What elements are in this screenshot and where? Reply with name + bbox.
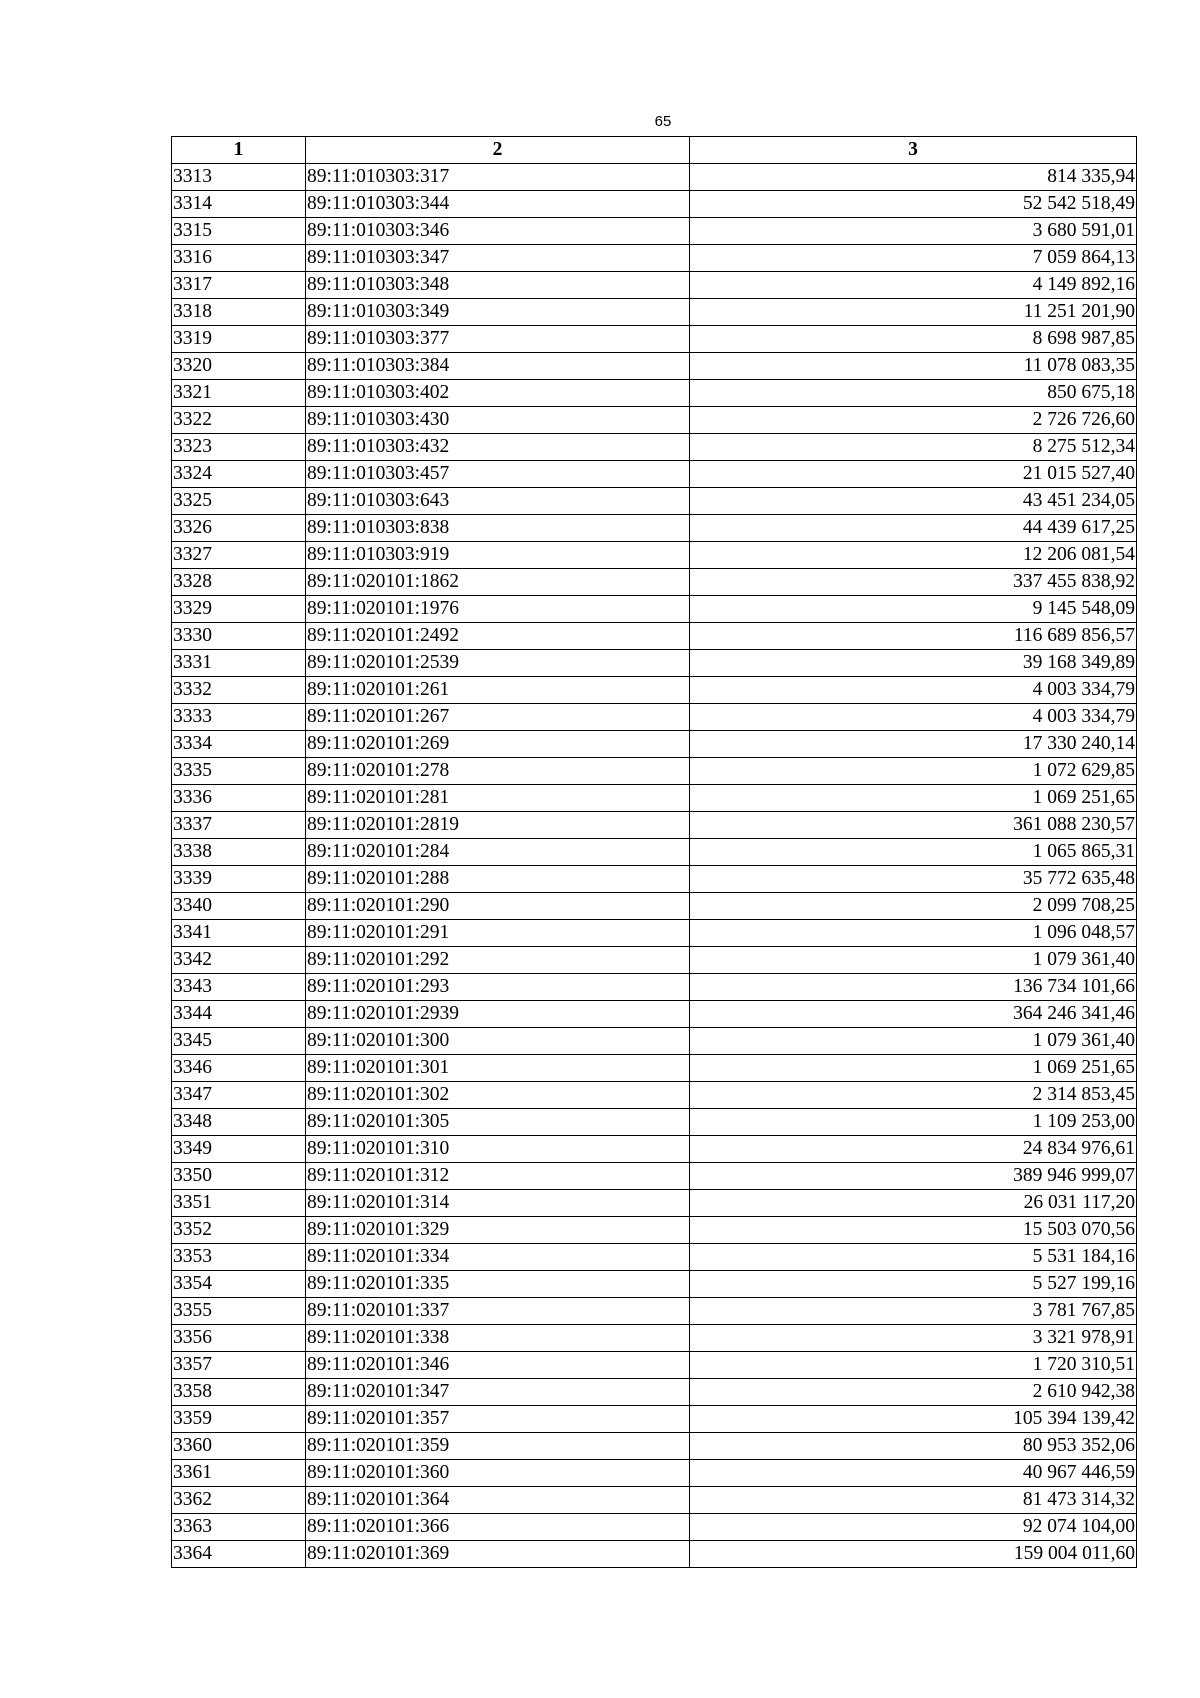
row-number-cell: 3329: [172, 596, 306, 623]
row-number-cell: 3340: [172, 893, 306, 920]
value-cell: 1 069 251,65: [690, 1055, 1137, 1082]
table-row: [172, 1460, 1137, 1487]
table-row: [172, 461, 1137, 488]
value-cell: 11 078 083,35: [690, 353, 1137, 380]
value-cell: 5 531 184,16: [690, 1244, 1137, 1271]
table-row: [172, 1271, 1137, 1298]
table-row: [172, 1055, 1137, 1082]
row-number-cell: 3355: [172, 1298, 306, 1325]
value-cell: 4 149 892,16: [690, 272, 1137, 299]
table-row: [172, 1001, 1137, 1028]
row-number-cell: 3364: [172, 1541, 306, 1568]
row-number-cell: 3358: [172, 1379, 306, 1406]
cadastral-number-cell: 89:11:020101:292: [306, 947, 690, 974]
row-number-cell: 3326: [172, 515, 306, 542]
cadastral-number-cell: 89:11:020101:2939: [306, 1001, 690, 1028]
row-number-cell: 3323: [172, 434, 306, 461]
value-cell: 1 072 629,85: [690, 758, 1137, 785]
row-number-cell: 3339: [172, 866, 306, 893]
cadastral-number-cell: 89:11:020101:329: [306, 1217, 690, 1244]
cadastral-number-cell: 89:11:010303:457: [306, 461, 690, 488]
value-cell: 26 031 117,20: [690, 1190, 1137, 1217]
table-row: [172, 272, 1137, 299]
value-cell: 35 772 635,48: [690, 866, 1137, 893]
value-cell: 1 079 361,40: [690, 1028, 1137, 1055]
table-row: [172, 650, 1137, 677]
cadastral-number-cell: 89:11:020101:288: [306, 866, 690, 893]
row-number-cell: 3345: [172, 1028, 306, 1055]
value-cell: 850 675,18: [690, 380, 1137, 407]
value-cell: 17 330 240,14: [690, 731, 1137, 758]
value-cell: 2 726 726,60: [690, 407, 1137, 434]
cadastral-number-cell: 89:11:010303:344: [306, 191, 690, 218]
row-number-cell: 3324: [172, 461, 306, 488]
value-cell: 389 946 999,07: [690, 1163, 1137, 1190]
table-row: [172, 407, 1137, 434]
value-cell: 1 109 253,00: [690, 1109, 1137, 1136]
table-row: [172, 596, 1137, 623]
row-number-cell: 3357: [172, 1352, 306, 1379]
cadastral-number-cell: 89:11:020101:284: [306, 839, 690, 866]
row-number-cell: 3335: [172, 758, 306, 785]
table-row: [172, 704, 1137, 731]
table-row: [172, 299, 1137, 326]
cadastral-number-cell: 89:11:010303:347: [306, 245, 690, 272]
row-number-cell: 3320: [172, 353, 306, 380]
cadastral-number-cell: 89:11:020101:366: [306, 1514, 690, 1541]
table-row: [172, 164, 1137, 191]
value-cell: 3 781 767,85: [690, 1298, 1137, 1325]
row-number-cell: 3336: [172, 785, 306, 812]
row-number-cell: 3334: [172, 731, 306, 758]
table-row: [172, 1244, 1137, 1271]
table-row: [172, 1109, 1137, 1136]
row-number-cell: 3316: [172, 245, 306, 272]
cadastral-number-cell: 89:11:010303:838: [306, 515, 690, 542]
column-header-3: 3: [690, 137, 1137, 164]
cadastral-number-cell: 89:11:020101:269: [306, 731, 690, 758]
value-cell: 337 455 838,92: [690, 569, 1137, 596]
row-number-cell: 3313: [172, 164, 306, 191]
table-row: [172, 1028, 1137, 1055]
cadastral-number-cell: 89:11:010303:346: [306, 218, 690, 245]
page-number: 65: [654, 113, 672, 130]
cadastral-number-cell: 89:11:020101:369: [306, 1541, 690, 1568]
row-number-cell: 3354: [172, 1271, 306, 1298]
table-row: [172, 1514, 1137, 1541]
table-row: [172, 1082, 1137, 1109]
value-cell: 4 003 334,79: [690, 704, 1137, 731]
value-cell: 9 145 548,09: [690, 596, 1137, 623]
row-number-cell: 3338: [172, 839, 306, 866]
value-cell: 814 335,94: [690, 164, 1137, 191]
table-row: [172, 353, 1137, 380]
row-number-cell: 3317: [172, 272, 306, 299]
table-row: [172, 1352, 1137, 1379]
value-cell: 8 275 512,34: [690, 434, 1137, 461]
value-cell: 5 527 199,16: [690, 1271, 1137, 1298]
value-cell: 159 004 011,60: [690, 1541, 1137, 1568]
cadastral-number-cell: 89:11:020101:305: [306, 1109, 690, 1136]
table-row: [172, 785, 1137, 812]
cadastral-number-cell: 89:11:020101:1976: [306, 596, 690, 623]
cadastral-number-cell: 89:11:020101:301: [306, 1055, 690, 1082]
row-number-cell: 3325: [172, 488, 306, 515]
cadastral-number-cell: 89:11:020101:337: [306, 1298, 690, 1325]
table-row: [172, 947, 1137, 974]
cadastral-number-cell: 89:11:020101:2492: [306, 623, 690, 650]
row-number-cell: 3362: [172, 1487, 306, 1514]
table-row: [172, 380, 1137, 407]
row-number-cell: 3343: [172, 974, 306, 1001]
table-row: [172, 245, 1137, 272]
value-cell: 3 321 978,91: [690, 1325, 1137, 1352]
table-header-row: [172, 137, 1137, 164]
cadastral-number-cell: 89:11:020101:360: [306, 1460, 690, 1487]
value-cell: 80 953 352,06: [690, 1433, 1137, 1460]
table-row: [172, 1190, 1137, 1217]
table-row: [172, 1136, 1137, 1163]
table-body: [172, 164, 1137, 1568]
row-number-cell: 3356: [172, 1325, 306, 1352]
table-row: [172, 542, 1137, 569]
cadastral-number-cell: 89:11:020101:290: [306, 893, 690, 920]
table-row: [172, 1487, 1137, 1514]
cadastral-number-cell: 89:11:020101:2539: [306, 650, 690, 677]
value-cell: 364 246 341,46: [690, 1001, 1137, 1028]
row-number-cell: 3359: [172, 1406, 306, 1433]
value-cell: 40 967 446,59: [690, 1460, 1137, 1487]
value-cell: 3 680 591,01: [690, 218, 1137, 245]
cadastral-number-cell: 89:11:020101:293: [306, 974, 690, 1001]
value-cell: 105 394 139,42: [690, 1406, 1137, 1433]
cadastral-number-cell: 89:11:020101:357: [306, 1406, 690, 1433]
cadastral-number-cell: 89:11:020101:300: [306, 1028, 690, 1055]
row-number-cell: 3333: [172, 704, 306, 731]
cadastral-number-cell: 89:11:010303:384: [306, 353, 690, 380]
row-number-cell: 3351: [172, 1190, 306, 1217]
row-number-cell: 3337: [172, 812, 306, 839]
cadastral-number-cell: 89:11:020101:267: [306, 704, 690, 731]
cadastral-number-cell: 89:11:020101:278: [306, 758, 690, 785]
value-cell: 1 065 865,31: [690, 839, 1137, 866]
table-row: [172, 866, 1137, 893]
cadastral-number-cell: 89:11:020101:346: [306, 1352, 690, 1379]
value-cell: 24 834 976,61: [690, 1136, 1137, 1163]
table-row: [172, 974, 1137, 1001]
cadastral-number-cell: 89:11:020101:338: [306, 1325, 690, 1352]
table-row: [172, 1433, 1137, 1460]
value-cell: 12 206 081,54: [690, 542, 1137, 569]
table-row: [172, 1298, 1137, 1325]
table-row: [172, 1541, 1137, 1568]
data-table: [171, 136, 1137, 1568]
value-cell: 361 088 230,57: [690, 812, 1137, 839]
row-number-cell: 3350: [172, 1163, 306, 1190]
row-number-cell: 3353: [172, 1244, 306, 1271]
row-number-cell: 3349: [172, 1136, 306, 1163]
table-row: [172, 218, 1137, 245]
row-number-cell: 3332: [172, 677, 306, 704]
cadastral-number-cell: 89:11:020101:261: [306, 677, 690, 704]
cadastral-number-cell: 89:11:020101:302: [306, 1082, 690, 1109]
row-number-cell: 3347: [172, 1082, 306, 1109]
cadastral-number-cell: 89:11:020101:364: [306, 1487, 690, 1514]
row-number-cell: 3314: [172, 191, 306, 218]
row-number-cell: 3348: [172, 1109, 306, 1136]
value-cell: 116 689 856,57: [690, 623, 1137, 650]
cadastral-number-cell: 89:11:020101:359: [306, 1433, 690, 1460]
cadastral-number-cell: 89:11:020101:291: [306, 920, 690, 947]
value-cell: 44 439 617,25: [690, 515, 1137, 542]
row-number-cell: 3330: [172, 623, 306, 650]
value-cell: 1 720 310,51: [690, 1352, 1137, 1379]
table-row: [172, 434, 1137, 461]
value-cell: 21 015 527,40: [690, 461, 1137, 488]
cadastral-number-cell: 89:11:010303:643: [306, 488, 690, 515]
column-header-1: 1: [172, 137, 306, 164]
cadastral-number-cell: 89:11:010303:919: [306, 542, 690, 569]
row-number-cell: 3361: [172, 1460, 306, 1487]
value-cell: 39 168 349,89: [690, 650, 1137, 677]
table-row: [172, 1406, 1137, 1433]
value-cell: 1 079 361,40: [690, 947, 1137, 974]
table-row: [172, 920, 1137, 947]
row-number-cell: 3363: [172, 1514, 306, 1541]
cadastral-number-cell: 89:11:020101:1862: [306, 569, 690, 596]
row-number-cell: 3342: [172, 947, 306, 974]
row-number-cell: 3346: [172, 1055, 306, 1082]
cadastral-number-cell: 89:11:010303:430: [306, 407, 690, 434]
table-row: [172, 731, 1137, 758]
cadastral-number-cell: 89:11:020101:281: [306, 785, 690, 812]
row-number-cell: 3360: [172, 1433, 306, 1460]
value-cell: 2 314 853,45: [690, 1082, 1137, 1109]
value-cell: 8 698 987,85: [690, 326, 1137, 353]
table-row: [172, 191, 1137, 218]
table-row: [172, 893, 1137, 920]
row-number-cell: 3322: [172, 407, 306, 434]
row-number-cell: 3318: [172, 299, 306, 326]
row-number-cell: 3344: [172, 1001, 306, 1028]
row-number-cell: 3327: [172, 542, 306, 569]
value-cell: 4 003 334,79: [690, 677, 1137, 704]
value-cell: 1 096 048,57: [690, 920, 1137, 947]
value-cell: 11 251 201,90: [690, 299, 1137, 326]
value-cell: 15 503 070,56: [690, 1217, 1137, 1244]
cadastral-number-cell: 89:11:020101:334: [306, 1244, 690, 1271]
value-cell: 52 542 518,49: [690, 191, 1137, 218]
column-header-2: 2: [306, 137, 690, 164]
cadastral-number-cell: 89:11:020101:347: [306, 1379, 690, 1406]
table-row: [172, 1379, 1137, 1406]
table-row: [172, 623, 1137, 650]
row-number-cell: 3315: [172, 218, 306, 245]
value-cell: 7 059 864,13: [690, 245, 1137, 272]
table-row: [172, 812, 1137, 839]
cadastral-number-cell: 89:11:020101:312: [306, 1163, 690, 1190]
value-cell: 92 074 104,00: [690, 1514, 1137, 1541]
row-number-cell: 3328: [172, 569, 306, 596]
cadastral-number-cell: 89:11:010303:432: [306, 434, 690, 461]
value-cell: 1 069 251,65: [690, 785, 1137, 812]
table-row: [172, 1325, 1137, 1352]
cadastral-number-cell: 89:11:020101:314: [306, 1190, 690, 1217]
table-row: [172, 515, 1137, 542]
cadastral-number-cell: 89:11:010303:377: [306, 326, 690, 353]
table-row: [172, 677, 1137, 704]
row-number-cell: 3319: [172, 326, 306, 353]
cadastral-number-cell: 89:11:020101:310: [306, 1136, 690, 1163]
row-number-cell: 3321: [172, 380, 306, 407]
value-cell: 81 473 314,32: [690, 1487, 1137, 1514]
table-row: [172, 488, 1137, 515]
row-number-cell: 3331: [172, 650, 306, 677]
value-cell: 136 734 101,66: [690, 974, 1137, 1001]
cadastral-number-cell: 89:11:010303:402: [306, 380, 690, 407]
cadastral-number-cell: 89:11:020101:335: [306, 1271, 690, 1298]
cadastral-number-cell: 89:11:020101:2819: [306, 812, 690, 839]
table-row: [172, 1163, 1137, 1190]
row-number-cell: 3352: [172, 1217, 306, 1244]
row-number-cell: 3341: [172, 920, 306, 947]
value-cell: 43 451 234,05: [690, 488, 1137, 515]
table-row: [172, 1217, 1137, 1244]
table-row: [172, 839, 1137, 866]
table-row: [172, 758, 1137, 785]
cadastral-number-cell: 89:11:010303:348: [306, 272, 690, 299]
value-cell: 2 099 708,25: [690, 893, 1137, 920]
table-row: [172, 326, 1137, 353]
cadastral-number-cell: 89:11:010303:317: [306, 164, 690, 191]
value-cell: 2 610 942,38: [690, 1379, 1137, 1406]
table-row: [172, 569, 1137, 596]
cadastral-number-cell: 89:11:010303:349: [306, 299, 690, 326]
